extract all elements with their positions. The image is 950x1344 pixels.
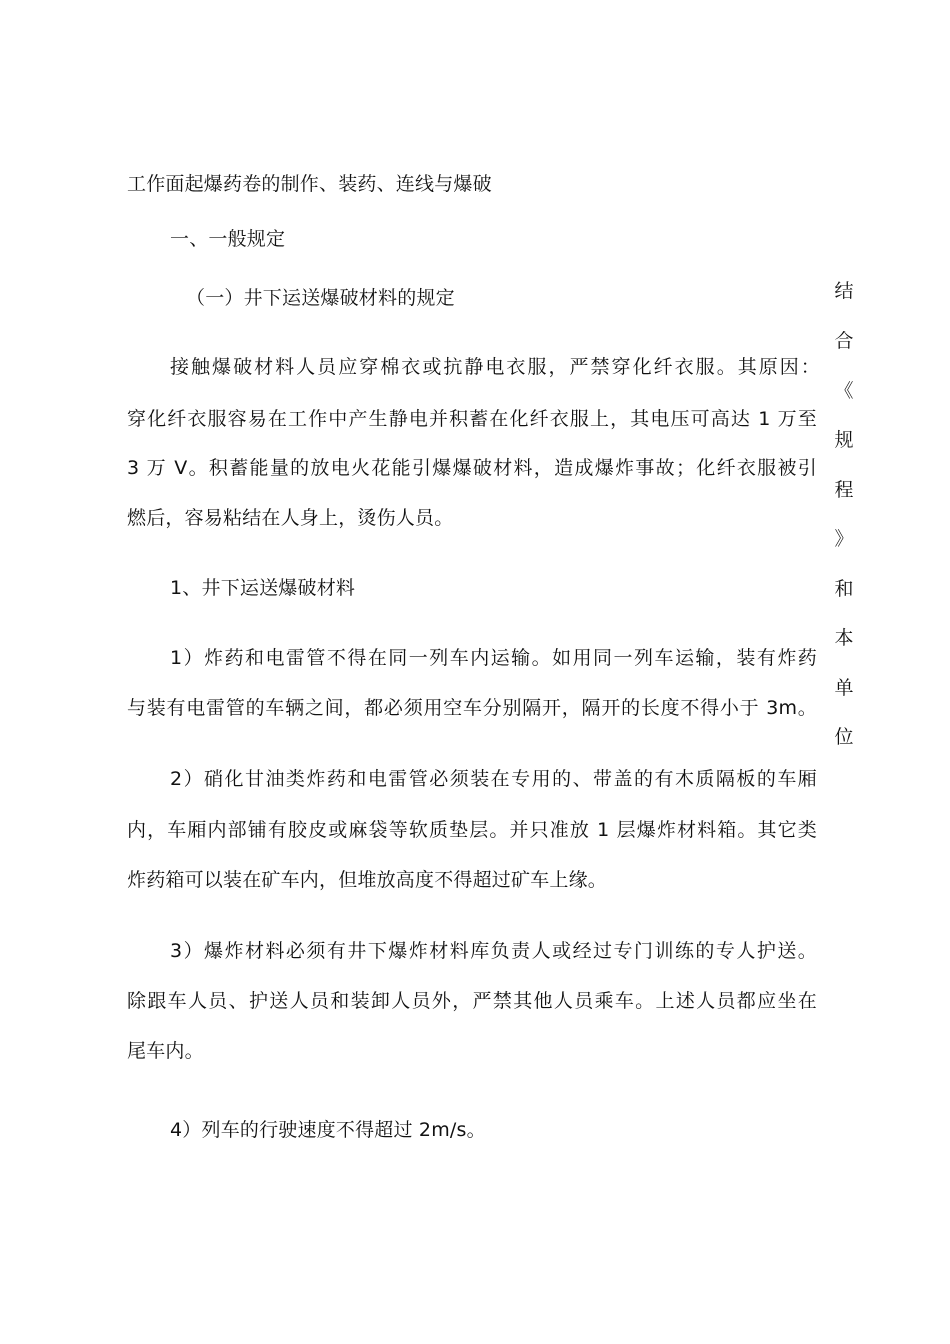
paragraph-line: 内，车厢内部铺有胶皮或麻袋等软质垫层。并只准放 1 层爆炸材料箱。其它类 [127, 819, 817, 841]
document-title: 工作面起爆药卷的制作、装药、连线与爆破 [127, 173, 492, 195]
paragraph-line: 接触爆破材料人员应穿棉衣或抗静电衣服，严禁穿化纤衣服。其原因： [170, 356, 820, 378]
paragraph-line: 1）炸药和电雷管不得在同一列车内运输。如用同一列车运输，装有炸药 [170, 647, 817, 669]
paragraph-line: 穿化纤衣服容易在工作中产生静电并积蓄在化纤衣服上，其电压可高达 1 万至 [127, 408, 817, 430]
side-note-char: 合 [834, 330, 854, 352]
side-note-char: 单 [834, 677, 854, 699]
paragraph-line: 燃后，容易粘结在人身上，烫伤人员。 [127, 507, 454, 529]
section-heading: 一、一般规定 [170, 228, 286, 250]
paragraph-line: 尾车内。 [127, 1040, 204, 1062]
side-note-char: 规 [834, 429, 854, 451]
side-note-char: 程 [834, 479, 854, 501]
paragraph-line: 炸药箱可以装在矿车内，但堆放高度不得超过矿车上缘。 [127, 869, 608, 891]
list-item-heading: 1、井下运送爆破材料 [170, 577, 356, 599]
side-note-char: 本 [834, 627, 854, 649]
side-note-char: 和 [834, 578, 854, 600]
paragraph-line: 3 万 V。积蓄能量的放电火花能引爆爆破材料，造成爆炸事故；化纤衣服被引 [127, 457, 817, 479]
side-note-char: 《 [834, 380, 854, 402]
paragraph-line: 3）爆炸材料必须有井下爆炸材料库负责人或经过专门训练的专人护送。 [170, 940, 817, 962]
side-note-char: 结 [834, 280, 854, 302]
subsection-heading: （一）井下运送爆破材料的规定 [186, 287, 455, 309]
paragraph-line: 与装有电雷管的车辆之间，都必须用空车分别隔开，隔开的长度不得小于 3m。 [127, 697, 817, 719]
paragraph-line: 除跟车人员、护送人员和装卸人员外，严禁其他人员乘车。上述人员都应坐在 [127, 990, 817, 1012]
side-note-char: 位 [834, 726, 854, 748]
side-note-char: 》 [834, 528, 854, 550]
rule-4: 4）列车的行驶速度不得超过 2m/s。 [170, 1119, 486, 1141]
paragraph-line: 2）硝化甘油类炸药和电雷管必须装在专用的、带盖的有木质隔板的车厢 [170, 768, 817, 790]
